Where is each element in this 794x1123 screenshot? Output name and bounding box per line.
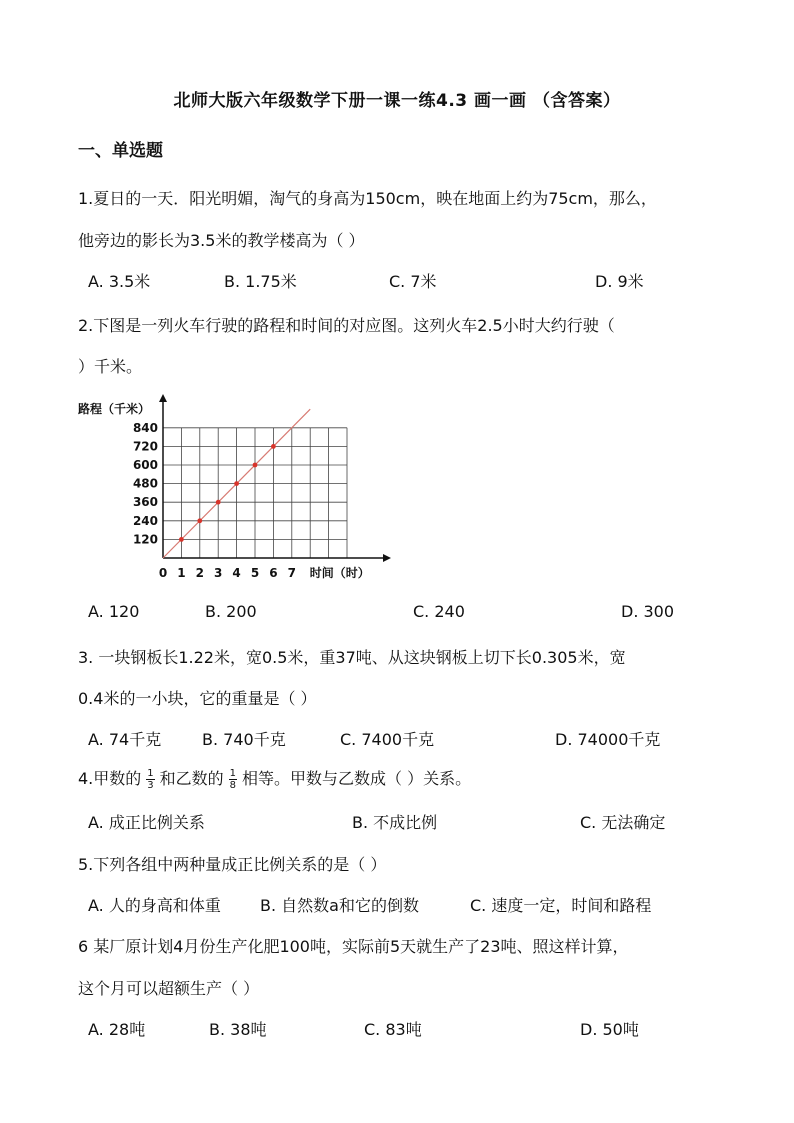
section-heading: 一、单选题 — [78, 141, 163, 161]
q3-options — [88, 727, 708, 749]
q1-option-b[interactable]: B. 1.75米 — [224, 272, 297, 291]
q4-option-a[interactable]: A. 成正比例关系 — [88, 813, 205, 832]
q3-option-b[interactable]: B. 740千克 — [202, 730, 286, 749]
q1-text-line1: 1.夏日的一天．阳光明媚，淘气的身高为150cm，映在地面上约为75cm，那么， — [78, 189, 657, 208]
q4-fraction-1-numerator: 1 — [147, 768, 154, 779]
q4-text-post: 相等。甲数与乙数成（ ）关系。 — [242, 769, 472, 788]
chart-grid — [163, 428, 347, 558]
q2-text-line2: ）千米。 — [78, 357, 143, 376]
q1-option-d[interactable]: D. 9米 — [595, 272, 644, 291]
q5-option-b[interactable]: B. 自然数a和它的倒数 — [260, 896, 419, 915]
y-tick-label: 720 — [132, 439, 158, 454]
q5-option-c[interactable]: C. 速度一定，时间和路程 — [470, 896, 652, 915]
q5-options — [88, 893, 708, 915]
q1-option-c[interactable]: C. 7米 — [389, 272, 437, 291]
y-tick-label: 360 — [132, 495, 158, 510]
q3-text-line2: 0.4米的一小块，它的重量是（ ） — [78, 689, 317, 708]
x-tick-label: 6 — [269, 566, 278, 580]
data-point — [197, 518, 202, 523]
y-tick-labels — [133, 421, 158, 547]
q4-option-c[interactable]: C. 无法确定 — [580, 813, 666, 832]
x-tick-label: 2 — [195, 566, 204, 580]
data-point — [234, 481, 239, 486]
data-point — [271, 444, 276, 449]
q5-text: 5.下列各组中两种量成正比例关系的是（ ） — [78, 855, 387, 874]
x-axis-label: 时间（时） — [309, 566, 370, 580]
distance-time-chart — [76, 392, 406, 582]
data-point — [216, 500, 221, 505]
x-tick-label: 1 — [177, 566, 186, 580]
q6-options — [88, 1017, 708, 1039]
q4-fraction-2-numerator: 1 — [229, 768, 237, 779]
q2-option-a[interactable]: A. 120 — [88, 602, 140, 621]
q4-text-pre: 4.甲数的 — [78, 769, 142, 788]
q2-option-d[interactable]: D. 300 — [621, 602, 675, 621]
data-point — [179, 537, 184, 542]
q6-option-a[interactable]: A. 28吨 — [88, 1020, 146, 1039]
q4-fraction-1 — [146, 768, 154, 791]
q6-option-d[interactable]: D. 50吨 — [580, 1020, 639, 1039]
q4-fraction-1-denominator: 3 — [147, 780, 154, 791]
q6-option-b[interactable]: B. 38吨 — [209, 1020, 267, 1039]
y-tick-label: 240 — [132, 513, 158, 528]
q5-option-a[interactable]: A. 人的身高和体重 — [88, 896, 221, 915]
q2-options — [88, 602, 708, 624]
q6-option-c[interactable]: C. 83吨 — [364, 1020, 422, 1039]
q2-option-b[interactable]: B. 200 — [205, 602, 257, 621]
y-tick-label: 600 — [132, 458, 158, 472]
x-tick-label: 7 — [287, 566, 296, 580]
y-axis-label: 路程（千米） — [78, 402, 151, 416]
q1-option-a[interactable]: A. 3.5米 — [88, 272, 151, 291]
x-axis-arrow — [383, 554, 391, 562]
q1-options — [88, 269, 708, 291]
y-axis-arrow — [159, 394, 167, 402]
q4-options — [88, 810, 708, 832]
q4-text — [78, 766, 471, 791]
q4-fraction-2-denominator: 8 — [229, 780, 237, 791]
x-tick-label: 3 — [214, 566, 223, 580]
q6-text-line2: 这个月可以超额生产（ ） — [78, 979, 260, 998]
q3-text-line1: 3. 一块钢板长1.22米，宽0.5米，重37吨、从这块钢板上切下长0.305米，宽 — [78, 648, 626, 667]
y-tick-label: 480 — [132, 476, 158, 491]
x-tick-labels — [159, 566, 296, 580]
y-tick-label: 840 — [132, 420, 158, 435]
x-tick-label: 0 — [158, 566, 168, 580]
page-title: 北师大版六年级数学下册一课一练4.3 画一画 （含答案） — [173, 91, 621, 111]
q4-option-b[interactable]: B. 不成比例 — [352, 813, 438, 832]
data-point — [253, 463, 258, 468]
q4-fraction-2 — [229, 768, 237, 791]
q6-text-line1: 6 某厂原计划4月份生产化肥100吨，实际前5天就生产了23吨、照这样计算， — [78, 937, 629, 956]
q2-text-line1: 2.下图是一列火车行驶的路程和时间的对应图。这列火车2.5小时大约行驶（ — [78, 316, 615, 335]
q3-option-d[interactable]: D. 74000千克 — [555, 730, 661, 749]
q4-text-mid: 和乙数的 — [159, 769, 224, 788]
q3-option-a[interactable]: A. 74千克 — [88, 730, 162, 749]
x-tick-label: 5 — [250, 566, 260, 580]
q1-text-line2: 他旁边的影长为3.5米的教学楼高为（ ） — [78, 231, 365, 250]
q3-option-c[interactable]: C. 7400千克 — [340, 730, 435, 749]
x-tick-label: 4 — [232, 566, 241, 580]
q2-option-c[interactable]: C. 240 — [413, 602, 465, 621]
y-tick-label: 120 — [132, 532, 158, 547]
